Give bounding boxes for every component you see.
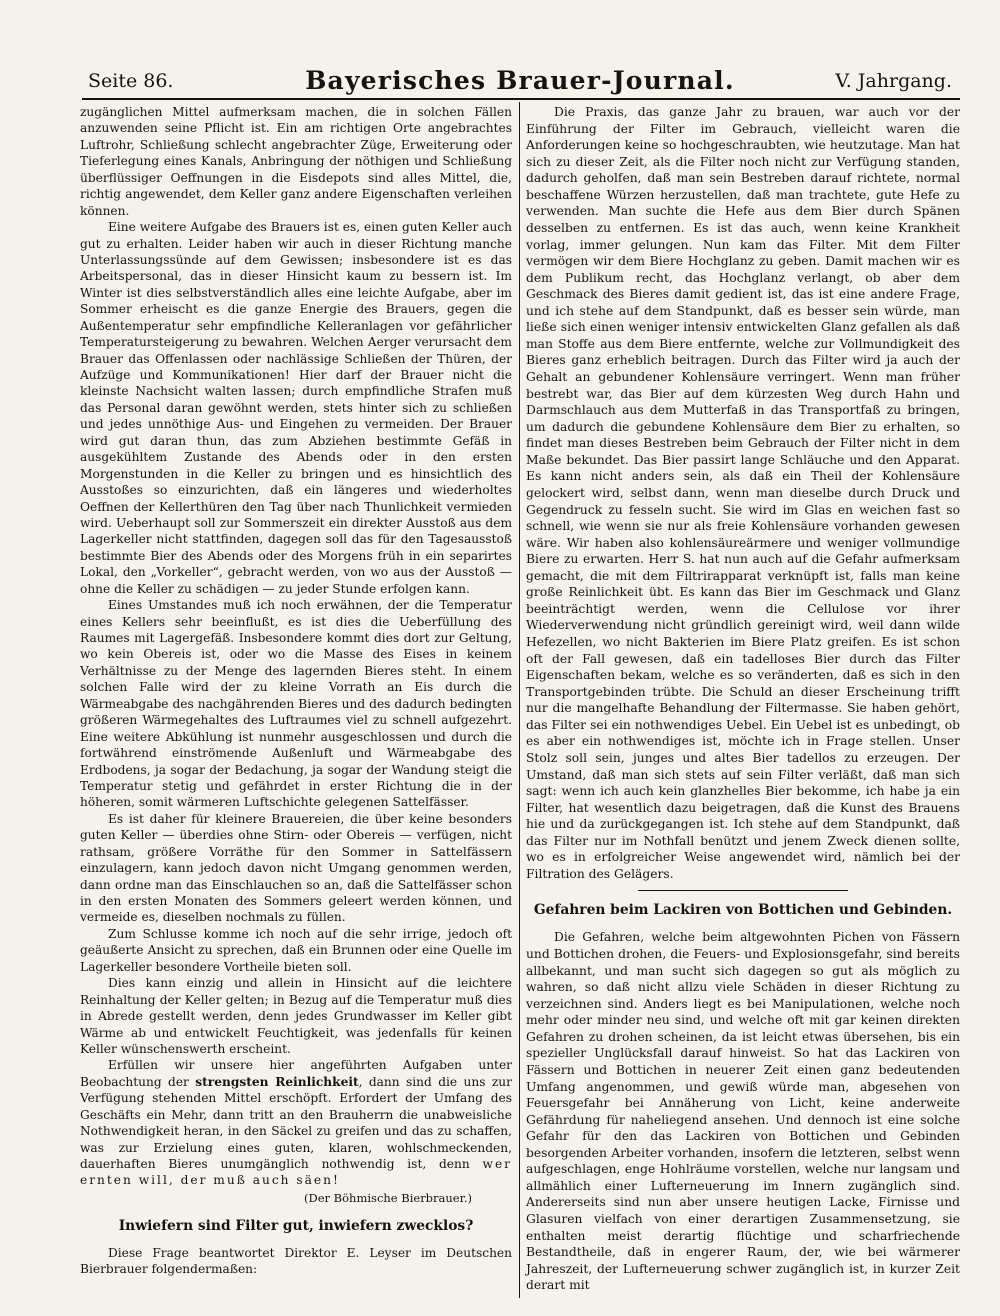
- left-paragraph-1: zugänglichen Mittel aufmerksam machen, die in solchen Fällen anzuwenden seine Pflicht ist. Ein am richtigen Orte angebrachtes Luftrohr, Schließung schlecht angebrachter Züge, Erweiterung oder Tieferlegung eines Kanals, Anbringung der nöthigen und Schließung überflüssiger Oeffnungen in die Eisdepots sind alles Mittel, die, richtig angewendet, dem Keller ganz andere Eigenschaften verleihen können.: [80, 105, 512, 218]
- left-column: [80, 104, 512, 1278]
- source-citation: (Der Böhmische Bierbrauer.): [304, 1190, 472, 1205]
- left-paragraph-8: Diese Frage beantwortet Direktor E. Leyser im Deutschen Bierbrauer folgendermaßen:: [80, 1245, 512, 1277]
- left-paragraph-7: [80, 1057, 512, 1189]
- journal-title: Bayerisches Brauer-Journal.: [305, 66, 735, 95]
- left-paragraph-2: Eine weitere Aufgabe des Brauers ist es, einen guten Keller auch gut zu erhalten. Leider haben wir auch in dieser Richtung manche Unterlassungssünde auf dem Gewissen; insbesondere ist es das Arbeitspersonal, das in dieser Hinsicht kaum zu bessern ist. Im Winter ist dies selbstverständlich alles eine leichte Aufgabe, aber im Sommer erheischt es die ganze Energie des Brauers, gegen die Außentemperatur sehr empfindliche Kelleranlagen vor gefährlicher Temperatursteigerung zu bewahren. Welchen Aerger verursacht dem Brauer das Offenlassen oder nachlässige Schließen der Thüren, der Aufzüge und Kommunikationen! Hier darf der Brauer nicht die kleinste Nachsicht walten lassen; durch empfindliche Strafen muß das Personal daran gewöhnt werden, stets hinter sich zu schließen und jedes unnöthige Aus- und Eingehen zu vermeiden. Der Brauer wird gut daran thun, das zum Abziehen bestimmte Gefäß in ausgekühltem Zustande des Abends oder in den ersten Morgenstunden in die Keller zu bringen und es hinsichtlich des Ausstoßes so einzurichten, daß ein längeres und wiederholtes Oeffnen der Kellerthüren den Tag über nach Thunlichkeit vermieden wird. Ueberhaupt soll zur Sommerszeit ein direkter Ausstoß aus dem Lagerkeller nicht stattfinden, dagegen soll das für den Tagesausstoß bestimmte Bier des Abends oder des Morgens früh in ein separirtes Lokal, den „Vorkeller“, gebracht werden, von wo aus der Ausstoß — ohne die Keller zu schädigen — zu jeder Stunde erfolgen kann.: [80, 220, 512, 596]
- header-rule: [82, 98, 960, 100]
- section-heading-filter: Inwiefern sind Filter gut, inwiefern zwecklos?: [118, 1217, 474, 1234]
- paragraph-7-text-b: , dann sind die uns zur Verfügung stehenden Mittel erschöpft. Erfordert der Umfang des Geschäfts ein Mehr, dann tritt an den Brauherrn die unabweisliche Nothwendigkeit heran, in den Säckel zu greifen und das zu schaffen, was zur Erzielung eines guten, klaren, wohlschmeckenden, dauerhaften Bieres unumgänglich nothwendig ist, denn: [80, 1074, 512, 1171]
- left-paragraph-6: Dies kann einzig und allein in Hinsicht auf die leichtere Reinhaltung der Keller gelten; in Bezug auf die Temperatur muß dies in Abrede gestellt werden, denn jedes Grundwasser im Keller gibt Wärme ab und entwickelt Feuchtigkeit, was jedenfalls für keinen Keller wünschenswerth erscheint.: [80, 976, 512, 1056]
- volume-label: V. Jahrgang.: [835, 70, 952, 92]
- page-header: [88, 66, 952, 102]
- column-divider: [519, 102, 520, 1298]
- right-paragraph-2: Die Gefahren, welche beim altgewohnten Pichen von Fässern und Bottichen drohen, die Feuers- und Explosionsgefahr, sind bereits allbekannt, und man sucht sich dagegen so gut als möglich zu wahren, so daß nicht allzu viele Schäden in dieser Richtung zu verzeichnen sind. Anders liegt es bei Manipulationen, welche noch mehr oder minder neu sind, und welche oft mit gar keinen direkten Gefahren zu drohen scheinen, da ist leicht etwas übersehen, bis ein spezieller Unglücksfall darauf hinweist. So hat das Lackiren von Fässern und Bottichen in neuerer Zeit einen ganz bedeutenden Umfang angenommen, und gewiß würde man, abgesehen von Feuersgefahr bei Annäherung von Licht, keine anderweite Gefährdung für naheliegend ansehen. Und dennoch ist eine solche Gefahr für den das Lackiren von Bottichen und Gebinden besorgenden Arbeiter vorhanden, insofern die letzteren, selbst wenn aufgeschlagen, enge Hohlräume vorstellen, welche nur langsam und allmählich einer Lufterneuerung im Innern zugänglich sind. Andererseits sind nun aber unsere heutigen Lacke, Firnisse und Glasuren vielfach von einer derartigen Zusammensetzung, sie enthalten meist derartig flüchtige und scharfriechende Bestandtheile, daß in engerer Raum, der, wie bei wärmerer Jahreszeit, der Lufterneuerung schwer zugänglich ist, in kurzer Zeit derart mit: [526, 930, 960, 1293]
- paragraph-7-text-a: Erfüllen wir unsere hier angeführten Aufgaben unter Beobachtung der: [80, 1058, 512, 1089]
- left-paragraph-3: Eines Umstandes muß ich noch erwähnen, der die Temperatur eines Kellers sehr beeinflußt, es ist dies die Ueberfüllung des Raumes mit Lagergefäß. Insbesondere kommt dies dort zur Geltung, wo kein Obereis ist, oder wo die Masse des Eises in keinem Verhältnisse zu der Menge des lagernden Bieres steht. In einem solchen Falle wird der zu kleine Vorrath an Eis durch die Wärmeabgabe des nachgährenden Bieres und des dadurch bedingten größeren Wärmegehaltes des Luftraumes viel zu schnell aufgezehrt. Eine weitere Abkühlung ist nunmehr ausgeschlossen und durch die fortwährend einströmende Außenluft und Wärmeabgabe des Erdbodens, ja sogar der Bedachung, ja sogar der Wandung steigt die Temperatur stetig und gefährdet in erster Richtung die in der höheren, somit wärmeren Luftschichte gelegenen Sattelfässer.: [80, 598, 512, 810]
- right-paragraph-1: Die Praxis, das ganze Jahr zu brauen, war auch vor der Einführung der Filter im Gebrauch, vielleicht waren die Anforderungen keine so hochgeschraubten, wie heutzutage. Man hat sich zu dieser Zeit, als die Filter noch nicht zur Verfügung standen, dadurch geholfen, daß man sein Bestreben darauf richtete, normal beschaffene Würzen herzustellen, daß man trachtete, gute Hefe zu verwenden. Man suchte die Hefe aus dem Bier durch Spänen desselben zu entfernen. Es ist das auch, wenn keine Krankheit vorlag, immer gelungen. Nun kam das Filter. Mit dem Filter vermögen wir dem Biere Hochglanz zu geben. Damit machen wir es dem Publikum recht, das Hochglanz verlangt, ob aber dem Geschmack des Bieres damit gedient ist, das ist eine andere Frage, und ich stehe auf dem Standpunkt, daß es besser sein würde, man ließe sich einen weniger intensiv entwickelten Glanz gefallen als daß man Stoffe aus dem Biere entfernte, welche zur Vollmundigkeit des Bieres ganz erheblich beitragen. Durch das Filter wird ja auch der Gehalt an gebundener Kohlensäure verringert. Wenn man früher bestrebt war, das Bier auf dem kürzesten Weg durch Hahn und Darmschlauch aus dem Mutterfaß in das Transportfaß zu bringen, um dadurch die gebundene Kohlensäure dem Bier zu erhalten, so findet man dieses Bestreben beim Gebrauch der Filter nicht in dem Maße bekundet. Das Bier passirt lange Schläuche und den Apparat. Es kann nicht anders sein, als daß ein Theil der Kohlensäure gelockert wird, selbst dann, wenn man dieselbe durch Druck und Gegendruck zu fesseln sucht. Sie wird im Glas en weichen fast so schnell, wie wenn sie nur als freie Kohlensäure vorhanden gewesen wäre. Wir haben also kohlensäureärmere und weniger vollmundige Biere zu erwarten. Herr S. hat nun auch auf die Gefahr aufmerksam gemacht, die mit dem Filtrirapparat verknüpft ist, falls man keine große Reinlichkeit übt. Es kann das Bier im Geschmack und Glanz beeinträchtigt werden, wenn die Cellulose vor ihrer Wiederverwendung nicht gründlich gereinigt wird, weil dann wilde Hefezellen, wo nicht Bakterien im Biere Platz greifen. Es ist schon oft der Fall gewesen, daß ein tadelloses Bier durch das Filter Eigenschaften bekam, welche es so veränderten, daß es sich in den Transportgebinden trübte. Die Schuld an dieser Erscheinung trifft nur die mangelhafte Behandlung der Filtermasse. Sie haben gehört, das Filter sei ein nothwendiges Uebel. Ein Uebel ist es unbedingt, ob es aber ein nothwendiges ist, möchte ich in Frage stellen. Unser Stolz soll sein, junges und altes Bier tadellos zu erzeugen. Der Umstand, daß man sich stets auf sein Filter verläßt, daß man sich sagt: wenn ich auch kein glanzhelles Bier bekomme, ich habe ja ein Filter, hat wesentlich dazu beigetragen, daß die Kunst des Brauens hie und da zurückgegangen ist. Ich stehe auf dem Standpunkt, daß das Filter nur im Nothfall benützt und jenem Zweck dienen sollte, wo es in erfolgreicher Weise angewendet wird, nämlich bei der Filtration des Gelägers.: [526, 105, 960, 881]
- left-paragraph-4: Es ist daher für kleinere Brauereien, die über keine besonders guten Keller — überdies ohne Stirn- oder Obereis — verfügen, nicht rathsam, größere Vorräthe für den Sommer in Sattelfässern einzulagern, kann jedoch davon nicht Umgang genommen werden, dann ordne man das Einschlauchen so an, daß die Sattelfässer schon in den ersten Monaten des Sommers geleert werden können, und vermeide es, dieselben nochmals zu füllen.: [80, 811, 512, 925]
- right-column: [526, 104, 960, 1294]
- section-separator: [638, 890, 848, 891]
- paragraph-7-bold: strengsten Reinlichkeit: [195, 1074, 359, 1089]
- paragraph-7-spaced: wer ernten will, der muß auch säen!: [80, 1157, 512, 1188]
- page-number: Seite 86.: [88, 70, 174, 92]
- left-paragraph-5: Zum Schlusse komme ich noch auf die sehr irrige, jedoch oft geäußerte Ansicht zu sprechen, daß ein Brunnen oder eine Quelle im Lagerkeller besondere Vortheile bieten soll.: [80, 926, 512, 974]
- section-heading-lackiren: Gefahren beim Lackiren von Bottichen und Gebinden.: [533, 902, 953, 919]
